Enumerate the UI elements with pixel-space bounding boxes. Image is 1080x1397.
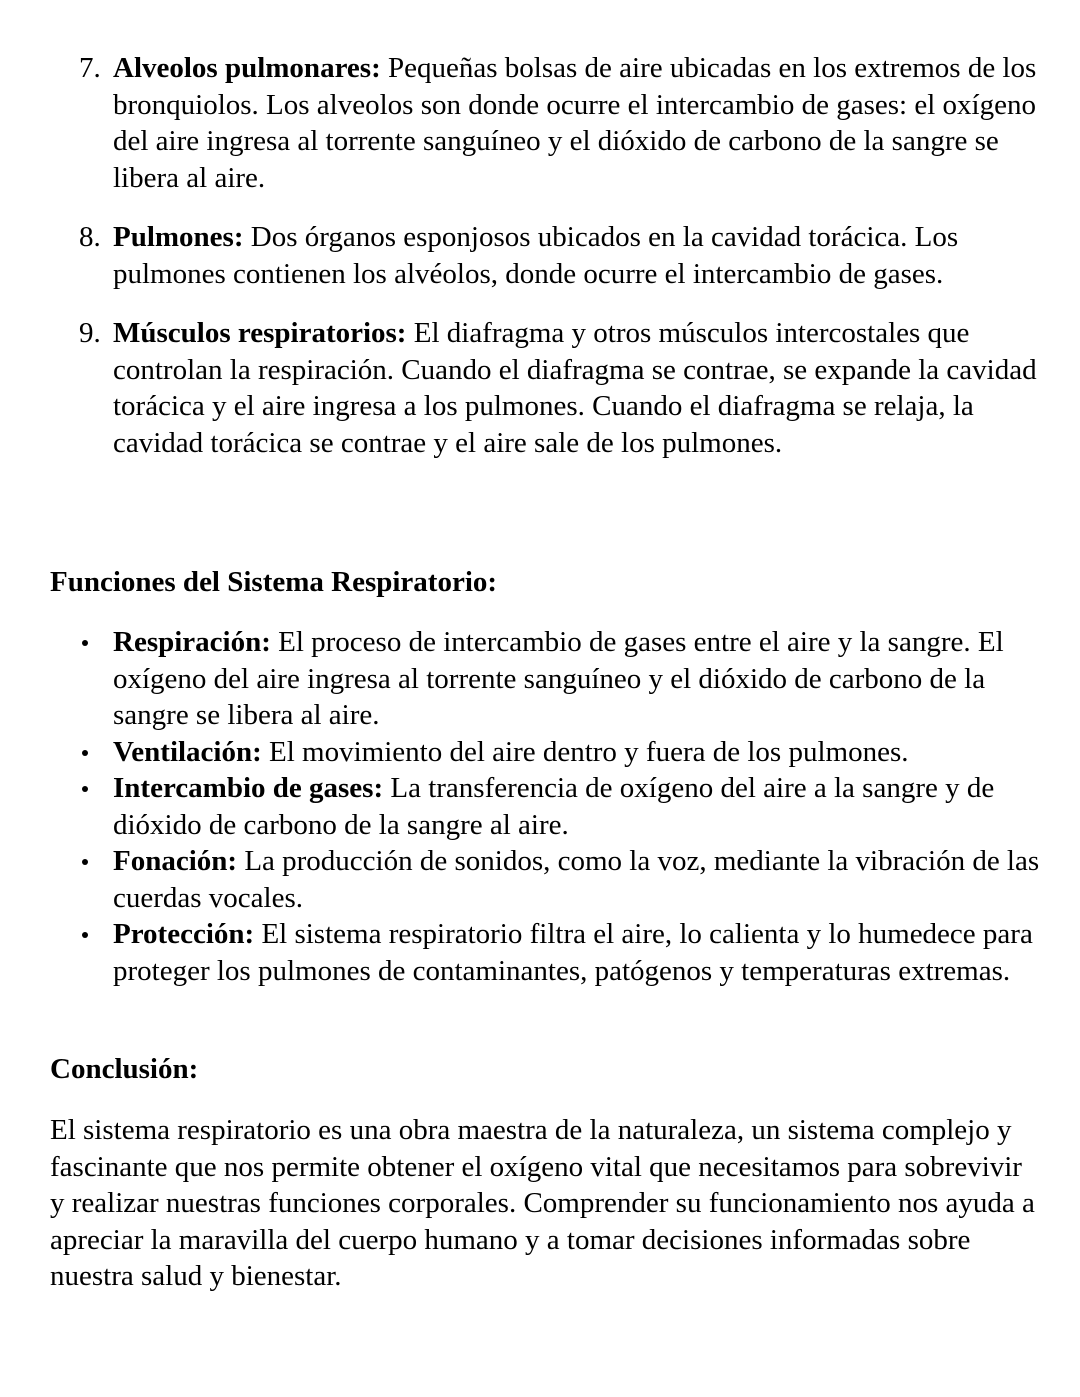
bullet-icon <box>82 859 88 865</box>
item-number: 9. <box>79 317 101 349</box>
item-description: El movimiento del aire dentro y fuera de los pulmones. <box>261 735 909 768</box>
item-term: Pulmones: <box>113 221 244 253</box>
item-number: 8. <box>79 221 101 253</box>
list-item-alveolos <box>0 50 1080 196</box>
item-term: Músculos respiratorios: <box>113 317 407 349</box>
functions-list <box>0 624 1080 989</box>
list-item-intercambio <box>0 770 1080 843</box>
item-description: El sistema respiratorio filtra el aire, lo calienta y lo humedece para proteger los pulmones de contaminantes, patógenos y temperaturas extremas. <box>113 918 1033 987</box>
item-number: 7. <box>79 52 101 84</box>
item-description: La transferencia de oxígeno del aire a la sangre y de dióxido de carbono de la sangre al aire. <box>113 772 995 841</box>
item-term: Ventilación: <box>113 735 262 768</box>
list-item-respiracion <box>0 624 1080 734</box>
conclusion-paragraph: El sistema respiratorio es una obra maestra de la naturaleza, un sistema complejo y fascinante que nos permite obtener el oxígeno vital que necesitamos para sobrevivir y realizar nuestras funciones corporales. Comprender su funcionamiento nos ayuda a apreciar la maravilla del cuerpo humano y a tomar decisiones informadas sobre nuestra salud y bienestar. <box>50 1114 1035 1292</box>
respiratory-parts-list <box>0 50 1080 484</box>
list-item-musculos <box>0 315 1080 461</box>
bullet-icon <box>82 640 88 646</box>
item-term: Fonación: <box>113 845 238 877</box>
item-description: La producción de sonidos, como la voz, mediante la vibración de las cuerdas vocales. <box>113 845 1040 914</box>
item-description: El proceso de intercambio de gases entre el aire y la sangre. El oxígeno del aire ingresa al torrente sanguíneo y el dióxido de carbono de la sangre se libera al aire. <box>113 626 1004 731</box>
item-term: Respiración: <box>113 626 271 658</box>
list-item-proteccion <box>0 916 1080 989</box>
item-term: Protección: <box>113 918 255 950</box>
bullet-icon <box>82 750 88 756</box>
item-description: El diafragma y otros músculos intercostales que controlan la respiración. Cuando el diafragma se contrae, se expande la cavidad torácica y el aire ingresa a los pulmones. Cuando el diafragma se relaja, la cavidad torácica se contrae y el aire sale de los pulmones. <box>113 317 1037 459</box>
conclusion-heading: Conclusión: <box>50 1053 199 1085</box>
item-term: Intercambio de gases: <box>113 772 384 804</box>
bullet-icon <box>82 932 88 938</box>
list-item-ventilacion <box>0 734 1080 771</box>
bullet-icon <box>82 786 88 792</box>
item-term: Alveolos pulmonares: <box>113 52 381 84</box>
list-item-pulmones <box>0 219 1080 292</box>
item-description: Dos órganos esponjosos ubicados en la cavidad torácica. Los pulmones contienen los alvéolos, donde ocurre el intercambio de gases. <box>113 221 959 290</box>
functions-heading: Funciones del Sistema Respiratorio: <box>50 566 498 598</box>
item-description: Pequeñas bolsas de aire ubicadas en los extremos de los bronquiolos. Los alveolos son donde ocurre el intercambio de gases: el oxígeno del aire ingresa al torrente sanguíneo y el dióxido de carbono de la sangre se libera al aire. <box>113 52 1037 194</box>
list-item-fonacion <box>0 843 1080 916</box>
